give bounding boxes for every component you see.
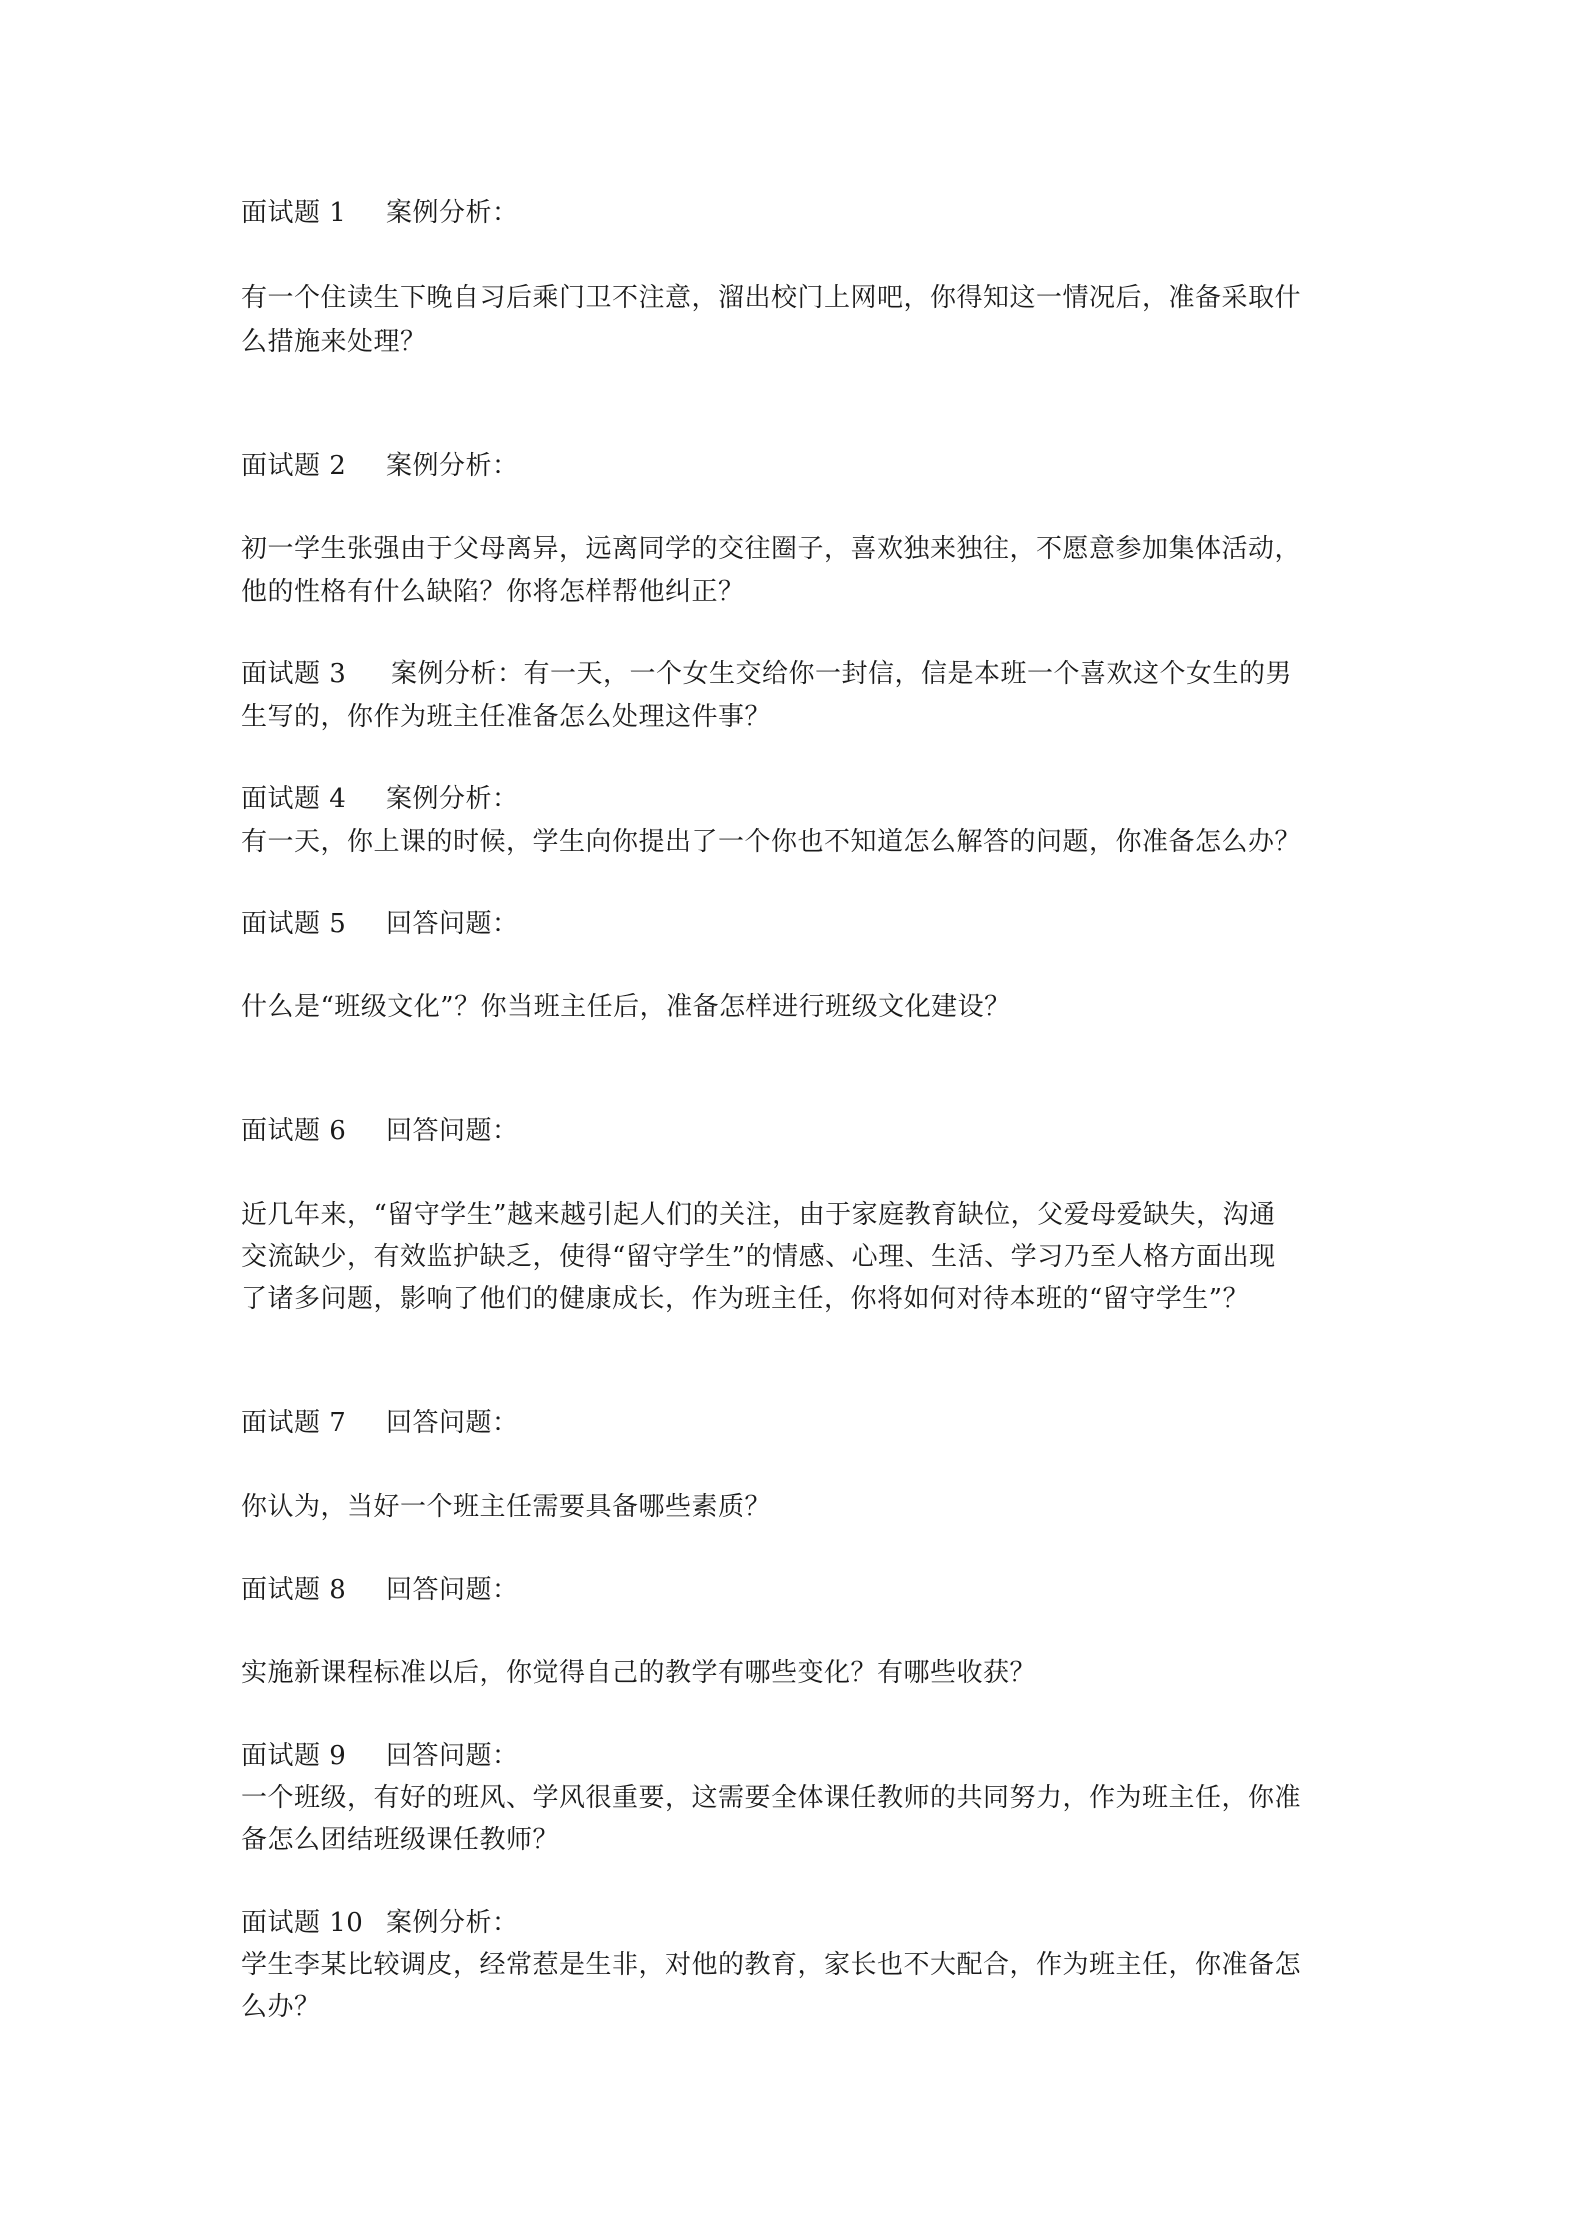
question-10-text-line: 么办？ xyxy=(241,1992,321,2022)
question-1-heading xyxy=(241,196,1351,230)
question-type: 案例分析： xyxy=(386,198,519,228)
question-10-text-line: 学生李某比较调皮，经常惹是生非，对他的教育，家长也不大配合，作为班主任，你准备怎 xyxy=(241,1950,1302,1980)
question-type: 回答问题： xyxy=(386,1741,519,1771)
question-type: 案例分析： xyxy=(386,784,519,814)
question-1-text-line: 么措施来处理？ xyxy=(241,327,427,357)
question-6-text-line: 交流缺少，有效监护缺乏，使得“留守学生”的情感、心理、生活、学习乃至人格方面出现 xyxy=(241,1242,1276,1272)
question-2-text-line: 初一学生张强由于父母离异，远离同学的交往圈子，喜欢独来独往，不愿意参加集体活动， xyxy=(241,534,1302,564)
question-number: 面试题 4 xyxy=(241,784,347,814)
question-4-heading xyxy=(241,782,1351,816)
question-5-heading xyxy=(241,907,1351,941)
question-type: 案例分析：有一天，一个女生交给你一封信，信是本班一个喜欢这个女生的男 xyxy=(391,659,1293,689)
question-4-text-line: 有一天，你上课的时候，学生向你提出了一个你也不知道怎么解答的问题，你准备怎么办？ xyxy=(241,827,1302,857)
question-type: 回答问题： xyxy=(386,909,519,939)
question-number: 面试题 8 xyxy=(241,1575,347,1605)
question-number: 面试题 6 xyxy=(241,1116,347,1146)
question-7-text-line: 你认为，当好一个班主任需要具备哪些素质？ xyxy=(241,1492,772,1522)
question-number: 面试题 3 xyxy=(241,659,347,689)
question-number: 面试题 7 xyxy=(241,1408,347,1438)
question-8-text-line: 实施新课程标准以后，你觉得自己的教学有哪些变化？有哪些收获？ xyxy=(241,1658,1037,1688)
question-number: 面试题 2 xyxy=(241,451,347,481)
question-5-text-line: 什么是“班级文化”？你当班主任后，准备怎样进行班级文化建设？ xyxy=(241,992,1011,1022)
question-9-text-line: 备怎么团结班级课任教师？ xyxy=(241,1825,560,1855)
question-7-heading xyxy=(241,1406,1351,1440)
question-6-text-line: 了诸多问题，影响了他们的健康成长，作为班主任，你将如何对待本班的“留守学生”？ xyxy=(241,1284,1250,1314)
question-9-heading xyxy=(241,1739,1351,1773)
question-number: 面试题 5 xyxy=(241,909,347,939)
question-6-heading xyxy=(241,1114,1351,1148)
question-type: 案例分析： xyxy=(386,1908,519,1938)
question-number: 面试题 1 xyxy=(241,198,347,228)
question-number: 面试题 9 xyxy=(241,1741,347,1771)
question-number: 面试题 10 xyxy=(241,1908,364,1938)
question-9-text-line: 一个班级，有好的班风、学风很重要，这需要全体课任教师的共同努力，作为班主任，你准 xyxy=(241,1783,1302,1813)
question-6-text-line: 近几年来，“留守学生”越来越引起人们的关注，由于家庭教育缺位，父爱母爱缺失，沟通 xyxy=(241,1200,1276,1230)
question-2-heading xyxy=(241,449,1351,483)
question-2-text-line: 他的性格有什么缺陷？你将怎样帮他纠正？ xyxy=(241,577,745,607)
question-3-text-line: 生写的，你作为班主任准备怎么处理这件事？ xyxy=(241,702,772,732)
question-type: 案例分析： xyxy=(386,451,519,481)
question-10-heading xyxy=(241,1906,1351,1940)
question-type: 回答问题： xyxy=(386,1116,519,1146)
question-1-text-line: 有一个住读生下晚自习后乘门卫不注意，溜出校门上网吧，你得知这一情况后，准备采取什 xyxy=(241,283,1302,313)
question-type: 回答问题： xyxy=(386,1408,519,1438)
question-8-heading xyxy=(241,1573,1351,1607)
question-3-heading xyxy=(241,657,1351,691)
question-type: 回答问题： xyxy=(386,1575,519,1605)
